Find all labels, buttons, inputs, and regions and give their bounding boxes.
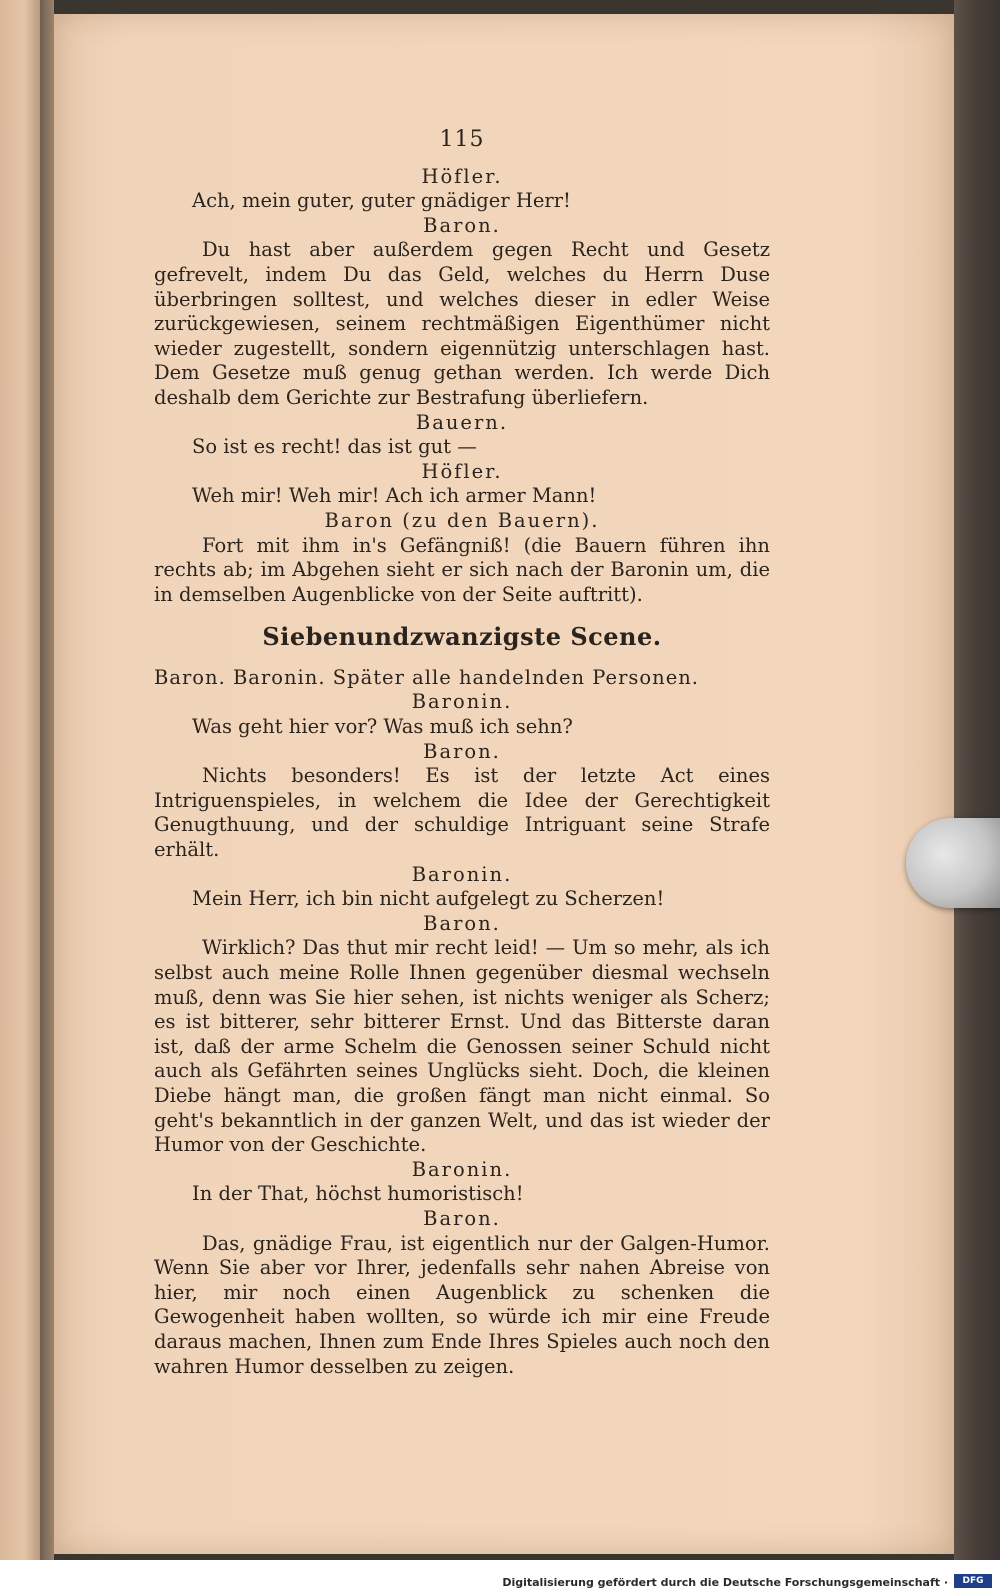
book-gutter	[40, 0, 54, 1560]
page-edge-right	[954, 0, 1000, 1560]
speaker-name: Baron.	[423, 739, 501, 763]
dialogue-line: Was geht hier vor? Was muß ich sehn?	[192, 715, 573, 739]
dialogue-part-1	[154, 165, 770, 608]
speaker-name: Baronin.	[411, 1157, 513, 1181]
page-number: 115	[439, 127, 485, 152]
dialogue-line: Weh mir! Weh mir! Ach ich armer Mann!	[192, 484, 597, 508]
speaker-name: Baron.	[423, 1206, 501, 1230]
cast-line: Baron. Baronin. Später alle handelnden Personen.	[154, 665, 699, 689]
dialogue-line: In der That, höchst humoristisch!	[192, 1182, 524, 1206]
dialogue-paragraph: Wirklich? Das thut mir recht leid! — Um so mehr, als ich selbst auch meine Rolle Ihnen gegenüber diesmal wechseln muß, denn was Sie hier sehen, ist nichts weniger als Scherz; es ist bitterer, sehr bitterer Ernst. Und das Bitterste daran ist, daß der arme Schelm die Genossen seiner Schuld nicht auch als Gefährten seines Unglücks sieht. Doch, die kleinen Diebe hängt man, die großen fängt man nicht einmal. So geht's bekanntlich in der ganzen Welt, und das ist wieder der Humor von der Geschichte.	[154, 936, 770, 1157]
speaker-name: Baron.	[423, 213, 501, 237]
speaker-name: Baron.	[423, 911, 501, 935]
funding-credit: Digitalisierung gefördert durch die Deutsche Forschungsgemeinschaft ·	[502, 1576, 948, 1589]
speaker-name: Höfler.	[421, 459, 503, 483]
dialogue-paragraph: Das, gnädige Frau, ist eigentlich nur der Galgen-Humor. Wenn Sie aber vor Ihrer, jedenfalls sehr nahen Abreise von hier, mir noch einen Augenblick zu schenken die Gewogenheit haben wollten, so würde ich mir eine Freude daraus machen, Ihnen zum Ende Ihres Spieles auch noch den wahren Humor desselben zu zeigen.	[154, 1231, 770, 1378]
scene-heading: Siebenundzwanzigste Scene.	[262, 622, 662, 652]
dialogue-part-2	[154, 690, 770, 1379]
adjacent-page-edge	[0, 0, 40, 1560]
dialogue-line: Mein Herr, ich bin nicht aufgelegt zu Scherzen!	[192, 887, 665, 911]
dialogue-line: Ach, mein guter, guter gnädiger Herr!	[192, 189, 571, 213]
speaker-name: Bauern.	[415, 410, 509, 434]
dialogue-paragraph: Fort mit ihm in's Gefängniß! (die Bauern führen ihn rechts ab; im Abgehen sieht er sich nach der Baronin um, die in demselben Augenblicke von der Seite auftritt).	[154, 533, 770, 606]
speaker-name: Baronin.	[411, 690, 513, 714]
speaker-name: Baronin.	[411, 862, 513, 886]
dialogue-line: So ist es recht! das ist gut —	[192, 435, 477, 459]
speaker-name: Baron (zu den Bauern).	[324, 508, 600, 532]
page-text	[154, 128, 770, 1379]
scanner-thumb-tab	[906, 818, 1000, 908]
speaker-name: Höfler.	[421, 164, 503, 188]
dialogue-paragraph: Nichts besonders! Es ist der letzte Act eines Intriguenspieles, in welchem die Idee der Gerechtigkeit Genugthuung, und der schuldige Intriguant seine Strafe erhält.	[154, 764, 770, 862]
dialogue-paragraph: Du hast aber außerdem gegen Recht und Gesetz gefrevelt, indem Du das Geld, welches du Herrn Duse überbringen solltest, und welches dieser in edler Weise zurückgewiesen, seinem rechtmäßigen Eigenthümer nicht wieder zugestellt, sondern eigennützig unterschlagen hast. Dem Gesetze muß genug gethan werden. Ich werde Dich deshalb dem Gerichte zur Bestrafung überliefern.	[154, 238, 770, 409]
dfg-logo: DFG	[954, 1574, 992, 1588]
